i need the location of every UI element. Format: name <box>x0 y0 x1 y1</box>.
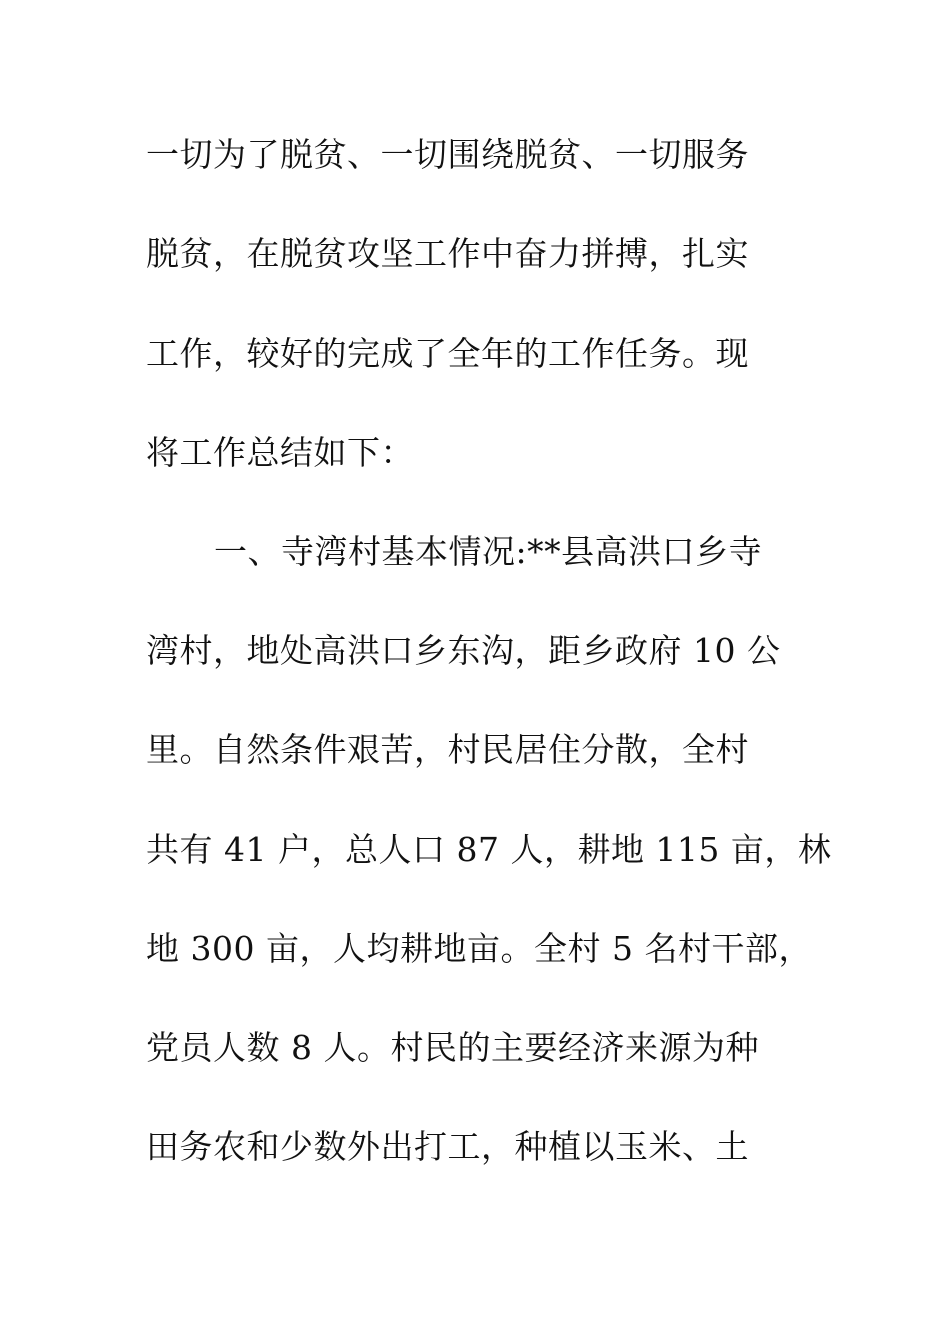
text-line: 田务农和少数外出打工，种植以玉米、土 <box>146 1127 749 1166</box>
text-line: 脱贫，在脱贫攻坚工作中奋力拼搏，扎实 <box>146 234 749 273</box>
text-line: 共有 41 户，总人口 87 人，耕地 115 亩，林 <box>146 830 832 869</box>
text-line: 一切为了脱贫、一切围绕脱贫、一切服务 <box>146 135 749 174</box>
text-line: 里。自然条件艰苦，村民居住分散，全村 <box>146 730 749 769</box>
text-line: 湾村，地处高洪口乡东沟，距乡政府 10 公 <box>146 631 781 670</box>
section-heading-line: 一、寺湾村基本情况:**县高洪口乡寺 <box>214 532 763 571</box>
text-line: 将工作总结如下： <box>146 433 414 472</box>
text-line: 地 300 亩，人均耕地亩。全村 5 名村干部， <box>146 929 812 968</box>
text-line: 工作，较好的完成了全年的工作任务。现 <box>146 334 749 373</box>
text-line: 党员人数 8 人。村民的主要经济来源为种 <box>146 1028 759 1067</box>
